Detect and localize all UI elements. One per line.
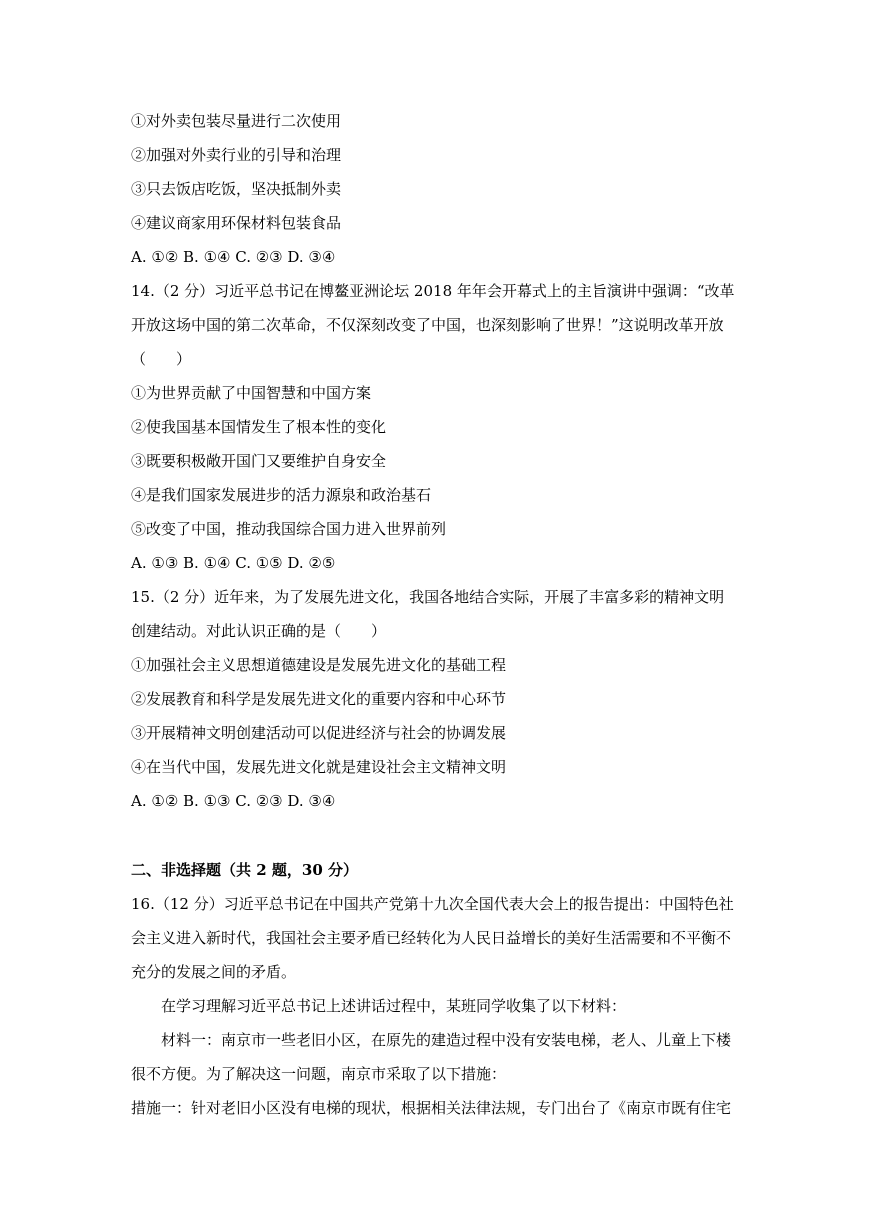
q14-stem-line-2: 开放这场中国的第二次革命，不仅深刻改变了中国，也深刻影响了世界！”这说明改革开放 bbox=[131, 316, 724, 334]
q13-option-4: ④建议商家用环保材料包装食品 bbox=[131, 214, 342, 232]
q13-option-2: ②加强对外卖行业的引导和治理 bbox=[131, 146, 342, 164]
q16-measure1-line: 措施一：针对老旧小区没有电梯的现状，根据相关法律法规，专门出台了《南京市既有住宅 bbox=[131, 1099, 732, 1117]
q15-answer-choices: A. ①② B. ①③ C. ②③ D. ③④ bbox=[131, 792, 336, 810]
q14-option-4: ④是我们国家发展进步的活力源泉和政治基石 bbox=[131, 486, 432, 504]
q16-material1-line-1: 材料一：南京市一些老旧小区，在原先的建造过程中没有安装电梯，老人、儿童上下楼 bbox=[161, 1031, 732, 1049]
q14-option-3: ③既要积极敞开国门又要维护自身安全 bbox=[131, 452, 387, 470]
q13-option-3: ③只去饭店吃饭，坚决抵制外卖 bbox=[131, 180, 342, 198]
q14-stem-line-1: 14.（2 分）习近平总书记在博鳌亚洲论坛 2018 年年会开幕式上的主旨演讲中强调：“改革 bbox=[131, 282, 735, 300]
q13-answer-choices: A. ①② B. ①④ C. ②③ D. ③④ bbox=[131, 248, 336, 266]
q16-intro: 在学习理解习近平总书记上述讲话过程中，某班同学收集了以下材料： bbox=[161, 997, 627, 1015]
q14-stem-line-3: （ ） bbox=[131, 350, 192, 368]
q13-option-1: ①对外卖包装尽量进行二次使用 bbox=[131, 112, 342, 130]
q15-stem-line-2: 创建结动。对此认识正确的是（ ） bbox=[131, 622, 387, 640]
q14-option-1: ①为世界贡献了中国智慧和中国方案 bbox=[131, 384, 372, 402]
q16-material1-line-2: 很不方便。为了解决这一问题，南京市采取了以下措施： bbox=[131, 1065, 507, 1083]
q14-option-2: ②使我国基本国情发生了根本性的变化 bbox=[131, 418, 387, 436]
q16-stem-line-1: 16.（12 分）习近平总书记在中国共产党第十九次全国代表大会上的报告提出：中国特色社 bbox=[131, 895, 734, 913]
q15-option-4: ④在当代中国，发展先进文化就是建设社会主文精神文明 bbox=[131, 758, 507, 776]
q16-stem-line-3: 充分的发展之间的矛盾。 bbox=[131, 963, 297, 981]
q15-option-2: ②发展教育和科学是发展先进文化的重要内容和中心环节 bbox=[131, 690, 507, 708]
q15-option-1: ①加强社会主义思想道德建设是发展先进文化的基础工程 bbox=[131, 656, 507, 674]
q15-option-3: ③开展精神文明创建活动可以促进经济与社会的协调发展 bbox=[131, 724, 507, 742]
q16-stem-line-2: 会主义进入新时代，我国社会主要矛盾已经转化为人民日益增长的美好生活需要和不平衡不 bbox=[131, 929, 732, 947]
q15-stem-line-1: 15.（2 分）近年来，为了发展先进文化，我国各地结合实际，开展了丰富多彩的精神文明 bbox=[131, 588, 725, 606]
q14-answer-choices: A. ①③ B. ①④ C. ①⑤ D. ②⑤ bbox=[131, 554, 336, 572]
q14-option-5: ⑤改变了中国，推动我国综合国力进入世界前列 bbox=[131, 520, 447, 538]
section-heading: 二、非选择题（共 2 题，30 分） bbox=[131, 861, 358, 879]
